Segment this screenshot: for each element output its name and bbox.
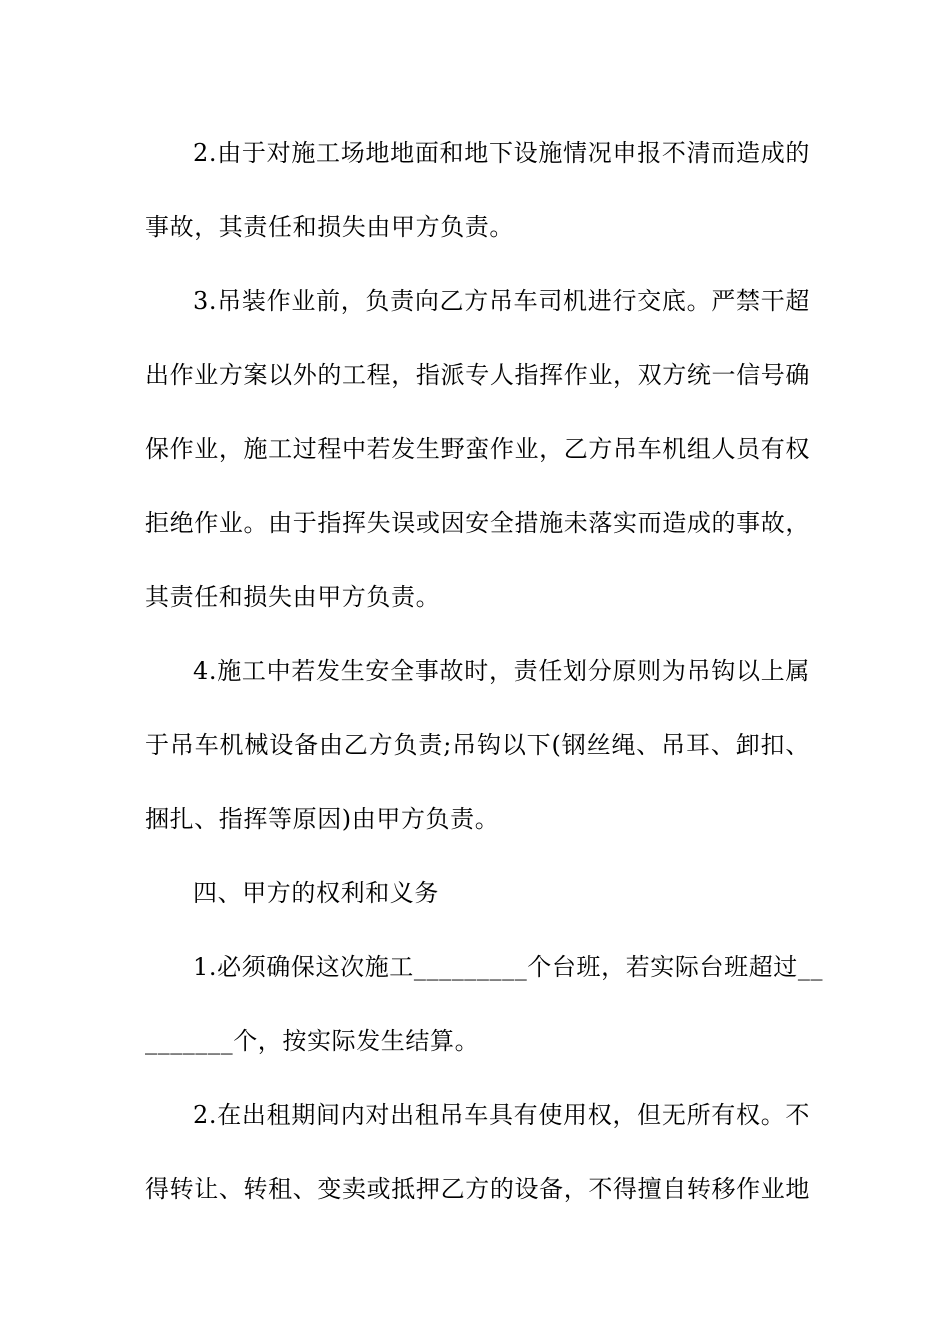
section-heading: 四、甲方的权利和义务: [193, 879, 439, 907]
paragraph-3-line-1: 3.吊装作业前，负责向乙方吊车司机进行交底。严禁干超: [193, 287, 810, 315]
paragraph-3-line-2: 出作业方案以外的工程，指派专人指挥作业，双方统一信号确: [145, 361, 810, 389]
paragraph-4-line-3: 捆扎、指挥等原因)由甲方负责。: [145, 805, 500, 833]
item-2-line-1: 2.在出租期间内对出租吊车具有使用权，但无所有权。不: [193, 1101, 810, 1129]
paragraph-4-line-1: 4.施工中若发生安全事故时，责任划分原则为吊钩以上属: [193, 657, 810, 685]
paragraph-2-line-2: 事故，其责任和损失由甲方负责。: [145, 213, 514, 241]
item-1-line-1: 1.必须确保这次施工_________个台班，若实际台班超过__: [193, 953, 824, 981]
item-1-line-2: _______个，按实际发生结算。: [145, 1027, 480, 1055]
item-2-line-2: 得转让、转租、变卖或抵押乙方的设备，不得擅自转移作业地: [145, 1175, 810, 1203]
paragraph-3-line-3: 保作业，施工过程中若发生野蛮作业，乙方吊车机组人员有权: [145, 435, 810, 463]
paragraph-2-line-1: 2.由于对施工场地地面和地下设施情况申报不清而造成的: [193, 139, 810, 167]
paragraph-4-line-2: 于吊车机械设备由乙方负责;吊钩以下(钢丝绳、吊耳、卸扣、: [145, 731, 810, 759]
paragraph-3-line-5: 其责任和损失由甲方负责。: [145, 583, 441, 611]
paragraph-3-line-4: 拒绝作业。由于指挥失误或因安全措施未落实而造成的事故，: [145, 509, 810, 537]
